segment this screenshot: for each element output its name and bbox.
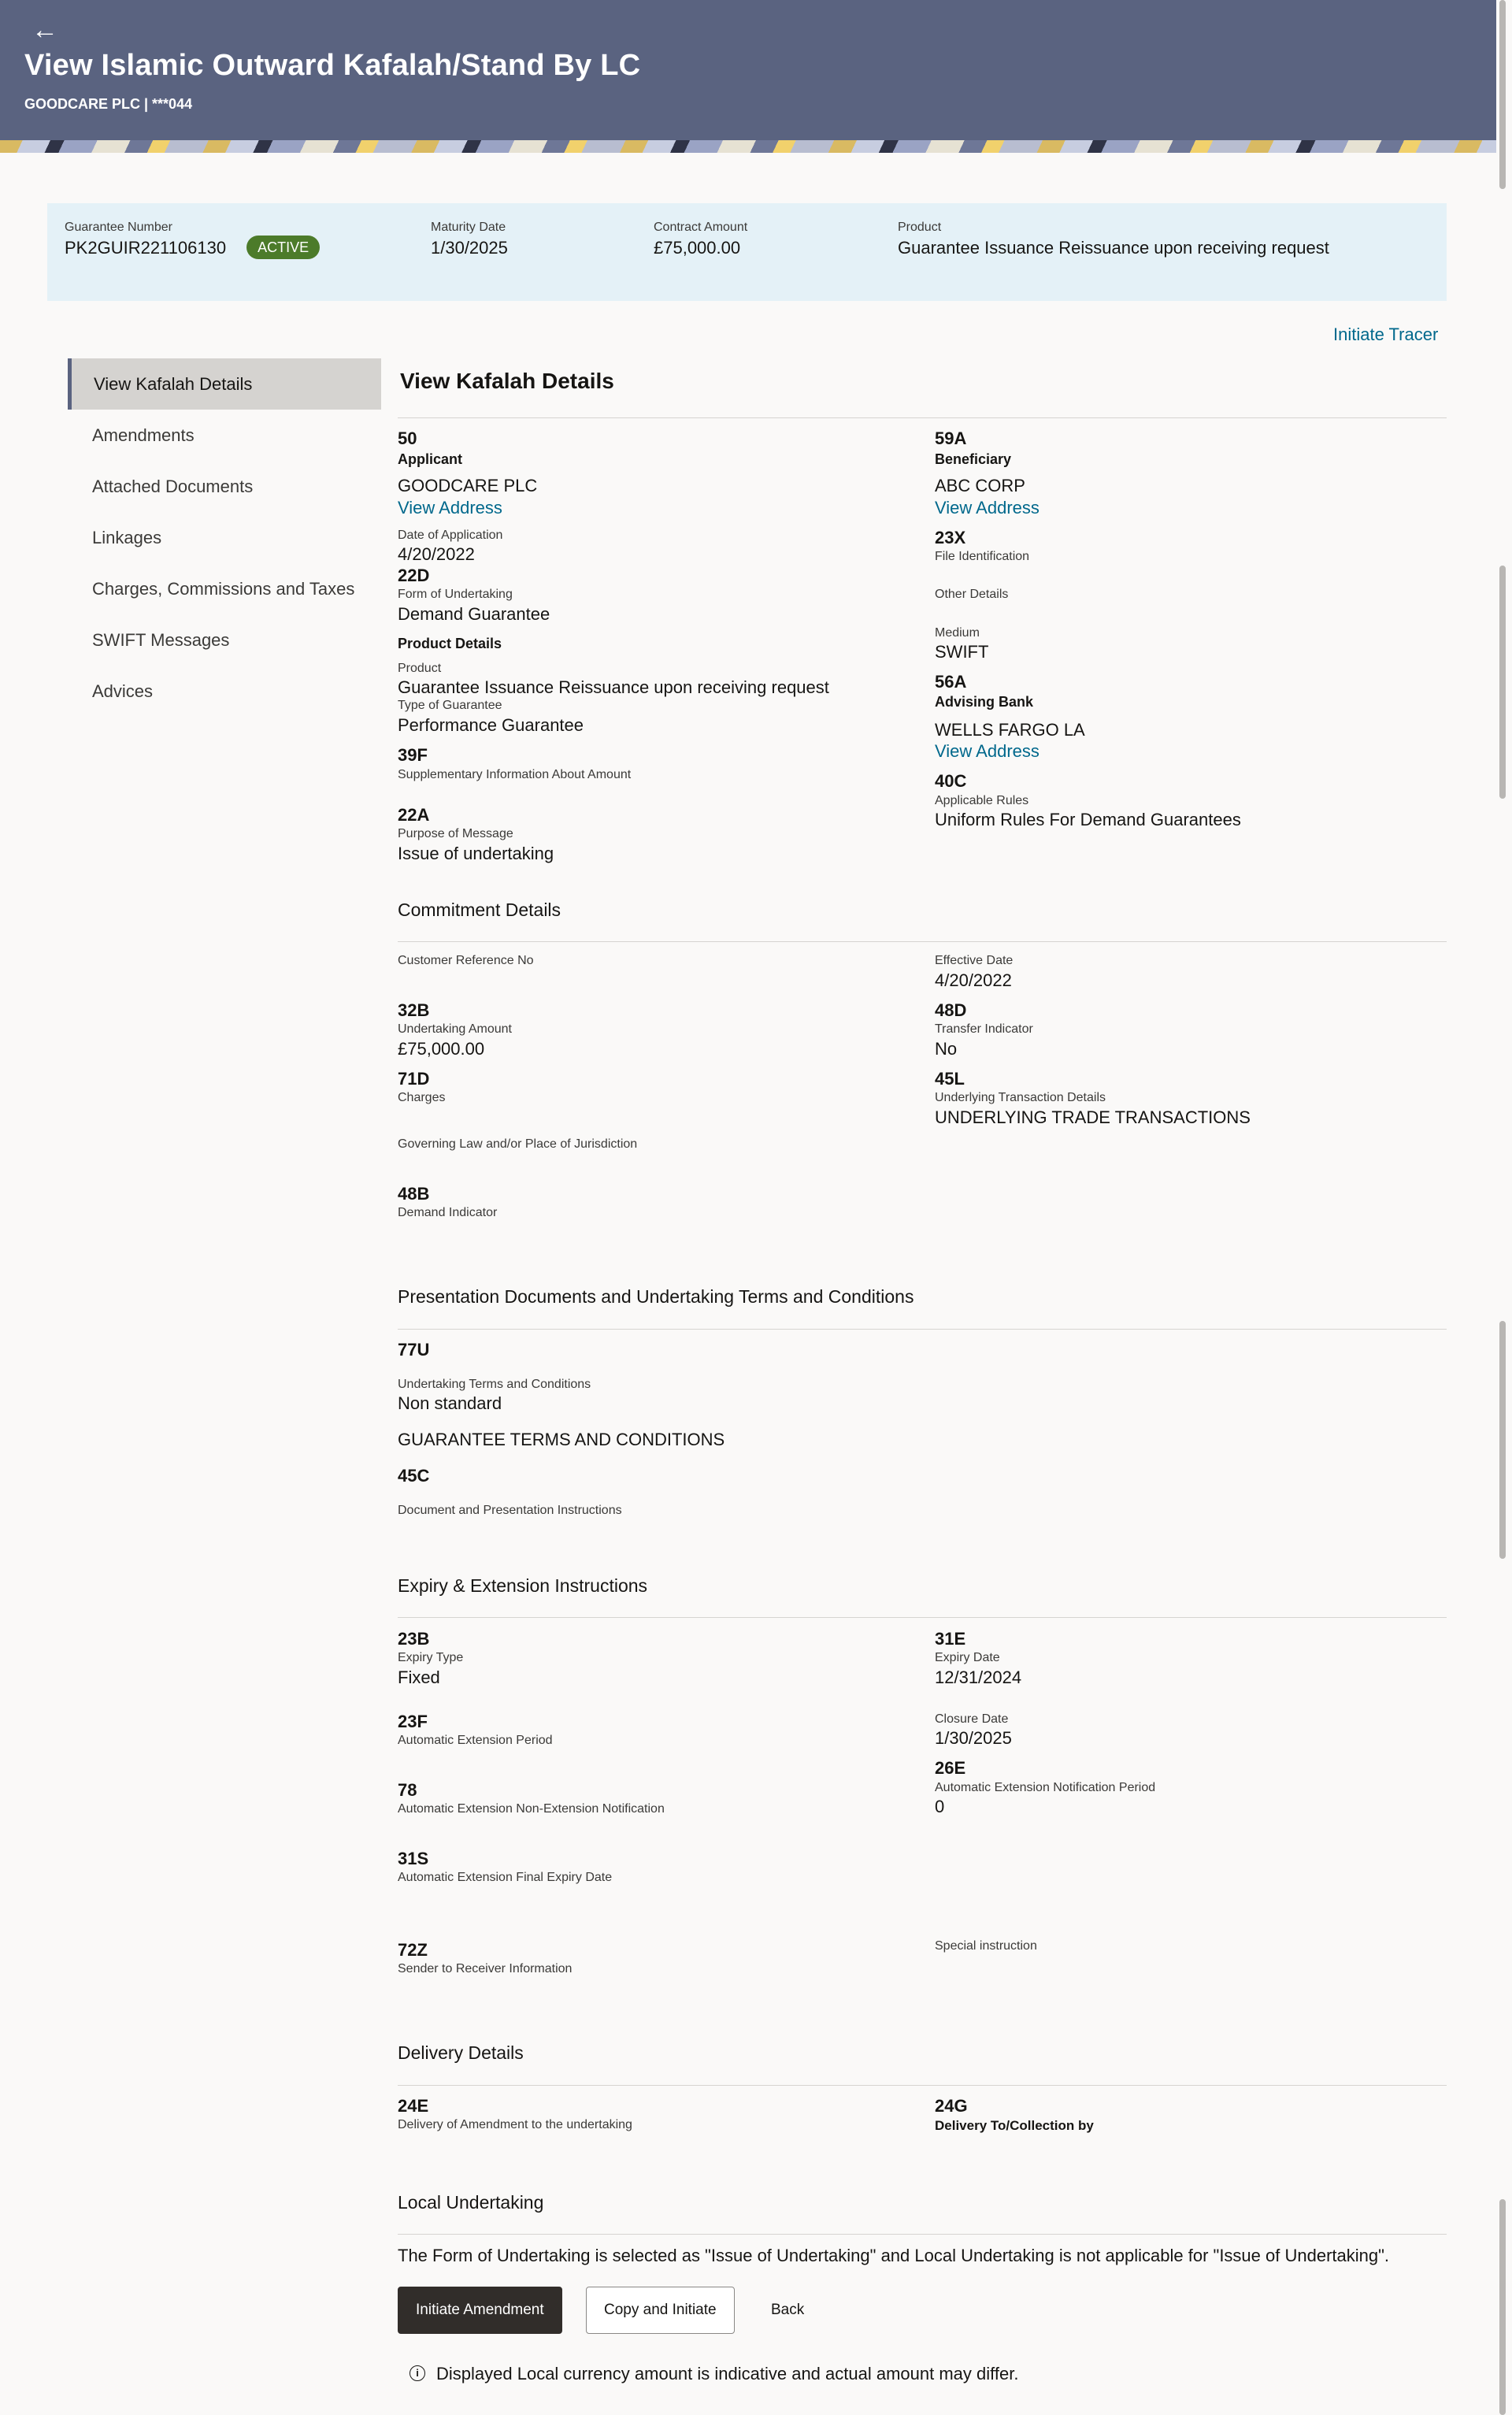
purpose-of-message-tag: 22A bbox=[398, 805, 430, 825]
summary-guarantee-number: Guarantee Number PK2GUIR221106130 ACTIVE bbox=[65, 221, 320, 261]
sender-info-label: Sender to Receiver Information bbox=[398, 1962, 573, 1975]
underlying-transaction-value: UNDERLYING TRADE TRANSACTIONS bbox=[935, 1107, 1251, 1127]
effective-date-label: Effective Date bbox=[935, 954, 1014, 967]
product-value: Guarantee Issuance Reissuance upon receiving request bbox=[398, 677, 829, 697]
presentation-heading: Presentation Documents and Undertaking Terms and Conditions bbox=[398, 1286, 914, 1307]
advising-bank-view-address-link[interactable]: View Address bbox=[935, 741, 1040, 761]
local-undertaking-heading: Local Undertaking bbox=[398, 2192, 544, 2213]
undertaking-amount-tag: 32B bbox=[398, 1000, 430, 1020]
undertaking-amount-value: £75,000.00 bbox=[398, 1039, 485, 1059]
guarantee-summary bbox=[47, 203, 1447, 301]
undertaking-amount-label: Undertaking Amount bbox=[398, 1022, 512, 1036]
divider bbox=[398, 417, 1447, 418]
amendment-delivery-tag: 24E bbox=[398, 2096, 429, 2116]
notification-period-label: Automatic Extension Notification Period bbox=[935, 1781, 1156, 1794]
section-title: View Kafalah Details bbox=[400, 369, 614, 393]
type-of-guarantee-value: Performance Guarantee bbox=[398, 715, 584, 735]
divider bbox=[398, 2234, 1447, 2235]
expiry-date-label: Expiry Date bbox=[935, 1651, 1000, 1664]
back-button[interactable]: Back bbox=[771, 2302, 805, 2318]
sidebar-item-advices[interactable]: Advices bbox=[92, 681, 154, 701]
currency-disclaimer bbox=[410, 2363, 1018, 2385]
applicant-value: GOODCARE PLC bbox=[398, 476, 538, 495]
applicable-rules-tag: 40C bbox=[935, 771, 967, 791]
expiry-date-value: 12/31/2024 bbox=[935, 1668, 1022, 1687]
applicant-tag: 50 bbox=[398, 428, 417, 448]
page-header bbox=[0, 0, 1496, 142]
terms-extra: GUARANTEE TERMS AND CONDITIONS bbox=[398, 1430, 725, 1449]
sidebar-item-amendments[interactable]: Amendments bbox=[92, 425, 195, 445]
summary-maturity-date: Maturity Date 1/30/2025 bbox=[431, 221, 508, 258]
transfer-indicator-tag: 48D bbox=[935, 1000, 967, 1020]
scrollbar-thumb[interactable] bbox=[1499, 566, 1506, 799]
advising-bank-value: WELLS FARGO LA bbox=[935, 720, 1085, 740]
date-of-application-label: Date of Application bbox=[398, 529, 503, 542]
expiry-type-value: Fixed bbox=[398, 1668, 440, 1687]
info-icon: i bbox=[410, 2365, 425, 2381]
type-of-guarantee-label: Type of Guarantee bbox=[398, 699, 502, 712]
auto-ext-period-tag: 23F bbox=[398, 1712, 428, 1731]
amendment-delivery-label: Delivery of Amendment to the undertaking bbox=[398, 2118, 632, 2131]
expiry-type-tag: 23B bbox=[398, 1629, 430, 1649]
form-of-undertaking-value: Demand Guarantee bbox=[398, 604, 550, 624]
supplementary-info-label: Supplementary Information About Amount bbox=[398, 768, 632, 781]
beneficiary-tag: 59A bbox=[935, 428, 967, 448]
advising-bank-tag: 56A bbox=[935, 672, 967, 692]
beneficiary-value: ABC CORP bbox=[935, 476, 1025, 495]
local-undertaking-note: The Form of Undertaking is selected as "Issue of Undertaking" and Local Undertaking is not applicable for "Issue of Undertaking". bbox=[398, 2246, 1390, 2265]
final-expiry-label: Automatic Extension Final Expiry Date bbox=[398, 1871, 613, 1884]
advising-bank-label: Advising Bank bbox=[935, 694, 1034, 710]
sidebar-item-swift-messages[interactable]: SWIFT Messages bbox=[92, 630, 230, 650]
applicable-rules-value: Uniform Rules For Demand Guarantees bbox=[935, 810, 1241, 829]
medium-value: SWIFT bbox=[935, 642, 989, 662]
transfer-indicator-label: Transfer Indicator bbox=[935, 1022, 1033, 1036]
governing-law-label: Governing Law and/or Place of Jurisdiction bbox=[398, 1137, 638, 1151]
copy-and-initiate-button[interactable]: Copy and Initiate bbox=[586, 2287, 735, 2334]
non-ext-notification-tag: 78 bbox=[398, 1780, 417, 1800]
delivery-heading: Delivery Details bbox=[398, 2042, 524, 2063]
form-of-undertaking-tag: 22D bbox=[398, 566, 430, 585]
page-subtitle: GOODCARE PLC | ***044 bbox=[24, 96, 193, 112]
demand-indicator-label: Demand Indicator bbox=[398, 1206, 498, 1219]
initiate-amendment-button[interactable]: Initiate Amendment bbox=[398, 2287, 562, 2334]
expiry-type-label: Expiry Type bbox=[398, 1651, 464, 1664]
beneficiary-view-address-link[interactable]: View Address bbox=[935, 498, 1040, 518]
beneficiary-label: Beneficiary bbox=[935, 451, 1012, 467]
divider bbox=[398, 941, 1447, 942]
sidebar-item-linkages[interactable]: Linkages bbox=[92, 528, 162, 547]
charges-tag: 71D bbox=[398, 1069, 430, 1089]
product-details-heading: Product Details bbox=[398, 636, 502, 651]
divider bbox=[398, 1329, 1447, 1330]
terms-value: Non standard bbox=[398, 1393, 502, 1413]
status-badge: ACTIVE bbox=[246, 236, 320, 259]
notification-period-value: 0 bbox=[935, 1797, 945, 1816]
form-of-undertaking-label: Form of Undertaking bbox=[398, 588, 513, 601]
guarantee-number: PK2GUIR221106130 bbox=[65, 238, 227, 258]
delivery-to-tag: 24G bbox=[935, 2096, 968, 2116]
decorative-banner bbox=[0, 140, 1496, 153]
expiry-date-tag: 31E bbox=[935, 1629, 966, 1649]
date-of-application-value: 4/20/2022 bbox=[398, 544, 475, 564]
underlying-transaction-label: Underlying Transaction Details bbox=[935, 1091, 1106, 1104]
demand-indicator-tag: 48B bbox=[398, 1184, 430, 1204]
commitment-details-heading: Commitment Details bbox=[398, 900, 561, 920]
special-instruction-label: Special instruction bbox=[935, 1939, 1037, 1953]
underlying-transaction-tag: 45L bbox=[935, 1069, 965, 1089]
purpose-of-message-value: Issue of undertaking bbox=[398, 844, 554, 863]
transfer-indicator-value: No bbox=[935, 1039, 958, 1059]
applicant-view-address-link[interactable]: View Address bbox=[398, 498, 502, 518]
terms-label: Undertaking Terms and Conditions bbox=[398, 1378, 591, 1391]
other-details-label: Other Details bbox=[935, 588, 1009, 601]
non-ext-notification-label: Automatic Extension Non-Extension Notification bbox=[398, 1802, 665, 1816]
page-title: View Islamic Outward Kafalah/Stand By LC bbox=[24, 49, 641, 82]
closure-date-value: 1/30/2025 bbox=[935, 1728, 1012, 1748]
currency-disclaimer-text: Displayed Local currency amount is indicative and actual amount may differ. bbox=[436, 2364, 1019, 2383]
supplementary-info-tag: 39F bbox=[398, 745, 428, 765]
effective-date-value: 4/20/2022 bbox=[935, 970, 1012, 990]
customer-reference-label: Customer Reference No bbox=[398, 954, 534, 967]
applicable-rules-label: Applicable Rules bbox=[935, 794, 1029, 807]
sidebar-item-view-kafalah-details[interactable]: View Kafalah Details bbox=[68, 358, 381, 410]
file-identification-label: File Identification bbox=[935, 550, 1030, 563]
back-arrow-icon[interactable]: ← bbox=[32, 15, 58, 45]
documents-label: Document and Presentation Instructions bbox=[398, 1504, 622, 1517]
delivery-to-label: Delivery To/Collection by bbox=[935, 2118, 1094, 2133]
scrollbar-thumb[interactable] bbox=[1499, 1321, 1506, 1559]
divider bbox=[398, 1617, 1447, 1618]
product-label: Product bbox=[398, 662, 442, 675]
final-expiry-tag: 31S bbox=[398, 1849, 429, 1868]
terms-tag: 77U bbox=[398, 1340, 430, 1360]
divider bbox=[398, 2085, 1447, 2086]
auto-ext-period-label: Automatic Extension Period bbox=[398, 1734, 553, 1747]
scrollbar-thumb[interactable] bbox=[1499, 2199, 1506, 2415]
purpose-of-message-label: Purpose of Message bbox=[398, 827, 513, 840]
summary-contract-amount: Contract Amount £75,000.00 bbox=[654, 221, 748, 258]
documents-tag: 45C bbox=[398, 1466, 430, 1486]
applicant-label: Applicant bbox=[398, 451, 463, 467]
initiate-tracer-link[interactable]: Initiate Tracer bbox=[1333, 325, 1439, 344]
medium-label: Medium bbox=[935, 626, 980, 640]
closure-date-label: Closure Date bbox=[935, 1712, 1009, 1726]
sender-info-tag: 72Z bbox=[398, 1940, 428, 1960]
charges-label: Charges bbox=[398, 1091, 446, 1104]
scrollbar-track[interactable] bbox=[1496, 0, 1512, 2415]
expiry-heading: Expiry & Extension Instructions bbox=[398, 1575, 648, 1596]
scrollbar-thumb[interactable] bbox=[1499, 0, 1506, 189]
summary-product: Product Guarantee Issuance Reissuance upon receiving request bbox=[898, 221, 1329, 258]
notification-period-tag: 26E bbox=[935, 1758, 966, 1778]
file-identification-tag: 23X bbox=[935, 528, 966, 547]
sidebar-item-attached-documents[interactable]: Attached Documents bbox=[92, 477, 254, 496]
sidebar-item-charges[interactable]: Charges, Commissions and Taxes bbox=[92, 579, 355, 599]
sidebar-nav bbox=[68, 358, 381, 717]
